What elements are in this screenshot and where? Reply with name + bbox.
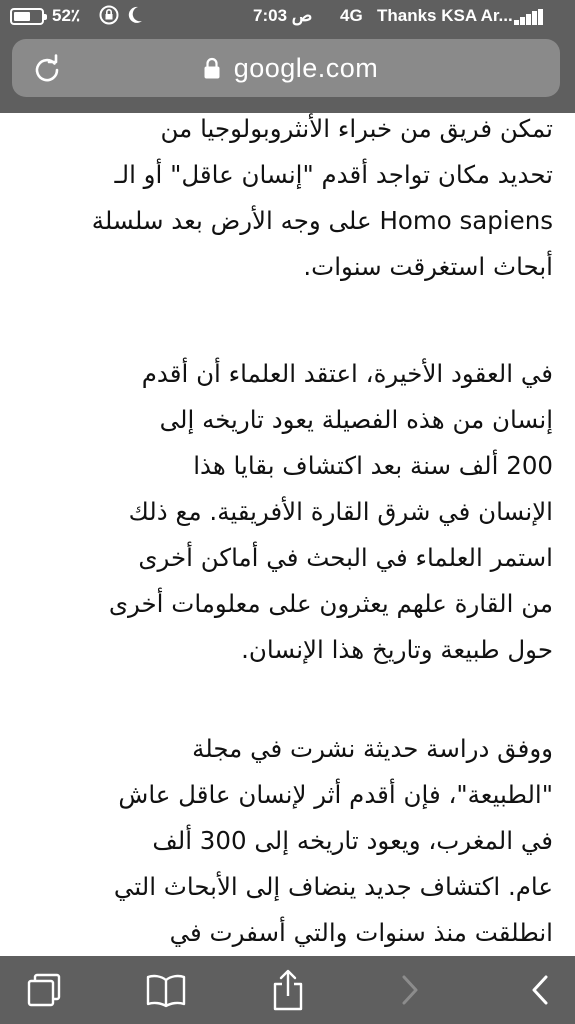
lock-icon — [204, 57, 220, 79]
text-line: إنسان من هذه الفصيلة يعود تاريخه إلى — [159, 405, 553, 434]
network-type: 4G — [340, 6, 363, 25]
clock: 7:03 ص — [253, 6, 313, 25]
text-line: من القارة علهم يعثرون على معلومات أخرى — [108, 589, 553, 618]
forward-icon[interactable] — [388, 968, 432, 1012]
url-domain: google.com — [233, 52, 379, 83]
signal-icon — [514, 9, 544, 25]
text-line: استمر العلماء في البحث في أماكن أخرى — [138, 543, 553, 572]
text-line: "الطبيعة"، فإن أقدم أثر لإنسان عاقل عاش — [118, 780, 553, 809]
text-line: أبحاث استغرقت سنوات. — [303, 252, 553, 281]
text-line: في المغرب، ويعود تاريخه إلى 300 ألف — [152, 826, 553, 855]
browser-chrome — [0, 0, 575, 113]
url-display[interactable] — [12, 39, 560, 97]
browser-toolbar — [0, 956, 575, 1024]
text-line: انطلقت منذ سنوات والتي أسفرت في — [169, 918, 553, 947]
article-paragraph — [20, 726, 553, 956]
status-bar — [0, 0, 575, 36]
text-line: Homo sapiens على وجه الأرض بعد سلسلة — [91, 206, 553, 235]
back-icon[interactable] — [518, 968, 562, 1012]
text-line: الإنسان في شرق القارة الأفريقية. مع ذلك — [128, 497, 553, 526]
battery-icon — [10, 8, 44, 25]
url-bar[interactable] — [12, 39, 560, 97]
bookmarks-icon[interactable] — [144, 968, 188, 1012]
text-line: تحديد مكان تواجد أقدم "إنسان عاقل" أو الـ — [114, 160, 553, 189]
text-line: حول طبيعة وتاريخ هذا الإنسان. — [241, 635, 553, 664]
text-line: تمكن فريق من خبراء الأنثروبولوجيا من — [160, 114, 553, 143]
text-line: عام. اكتشاف جديد ينضاف إلى الأبحاث التي — [113, 872, 553, 901]
battery-percent: 52٪ — [52, 6, 81, 25]
carrier-name: Thanks KSA Ar... — [377, 6, 513, 25]
page-content[interactable] — [0, 106, 575, 956]
moon-icon — [126, 4, 144, 31]
tabs-icon[interactable] — [22, 968, 66, 1012]
article-paragraph — [20, 351, 553, 673]
orientation-lock-icon — [98, 4, 120, 31]
text-line: ووفق دراسة حديثة نشرت في مجلة — [192, 734, 553, 763]
share-icon[interactable] — [266, 968, 310, 1012]
text-line: 200 ألف سنة بعد اكتشاف بقايا هذا — [193, 451, 553, 480]
text-line: في العقود الأخيرة، اعتقد العلماء أن أقدم — [141, 359, 553, 388]
article-paragraph — [20, 106, 553, 290]
